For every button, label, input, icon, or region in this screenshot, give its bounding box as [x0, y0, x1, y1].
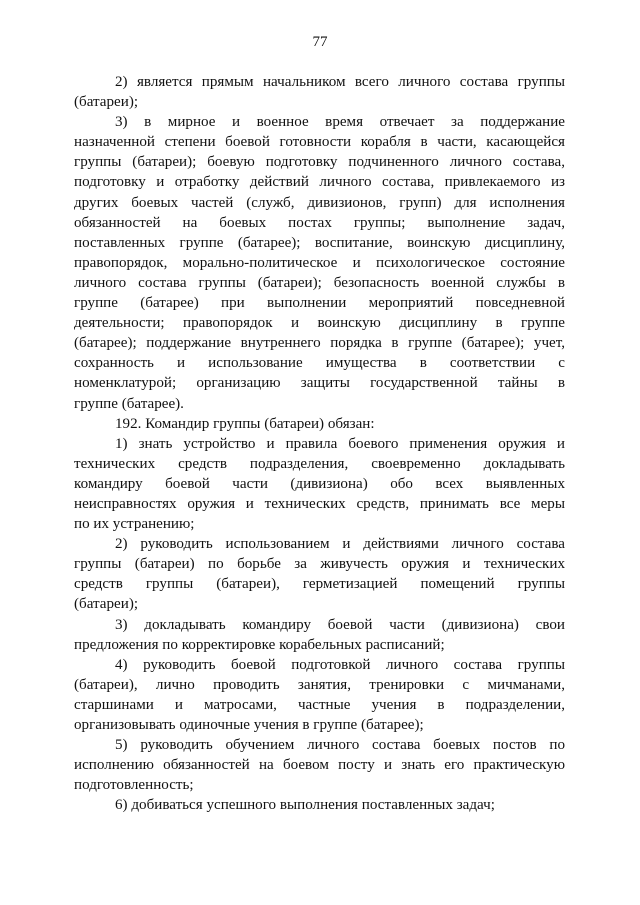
text-line: неисправностях оружия и технических средств, принимать все меры	[74, 495, 565, 512]
text-line: группе (батарее).	[74, 395, 184, 412]
text-line: 1) знать устройство и правила боевого применения оружия и	[115, 435, 565, 452]
document-body	[74, 72, 565, 815]
text-line: 4) руководить боевой подготовкой личного состава группы	[115, 656, 565, 673]
text-line: 5) руководить обучением личного состава боевых постов по	[115, 737, 565, 754]
text-line: (батареи);	[74, 596, 139, 613]
text-line: 3) докладывать командиру боевой части (дивизиона) свои	[115, 616, 565, 633]
text-line: деятельности; правопорядок и воинскую дисциплину в группе	[74, 315, 565, 332]
text-line: средств группы (батареи), герметизацией помещений группы	[74, 576, 565, 593]
text-line: (батареи), лично проводить занятия, тренировки с мичманами,	[74, 676, 565, 693]
text-line: других боевых частей (служб, дивизионов, групп) для исполнения	[74, 194, 565, 211]
text-line: 2) является прямым начальником всего личного состава группы	[115, 74, 565, 90]
text-line: командиру боевой части (дивизиона) обо всех выявленных	[74, 475, 565, 492]
text-line: сохранность и использование имущества в соответствии с	[74, 355, 565, 372]
text-line: 2) руководить использованием и действиями личного состава	[115, 536, 565, 553]
text-line: правопорядок, морально-политическое и психологическое состояние	[74, 254, 565, 271]
text-line: (батареи);	[74, 94, 139, 111]
text-line: назначенной степени боевой готовности корабля в части, касающейся	[74, 134, 565, 151]
text-line: предложения по корректировке корабельных расписаний;	[74, 636, 445, 653]
text-line: обязанностей на боевых постах группы; выполнение задач,	[74, 214, 565, 231]
text-line: группы (батареи); боевую подготовку подчиненного личного состава,	[74, 154, 565, 171]
text-line: технических средств подразделения, своевременно докладывать	[74, 455, 565, 472]
text-line: организовывать одиночные учения в группе (батарее);	[74, 717, 424, 733]
text-line: по их устранению;	[74, 516, 195, 533]
text-line: личного состава группы (батареи); безопасность военной службы в	[74, 274, 565, 291]
text-line: номенклатурой; организацию защиты государственной тайны в	[74, 375, 565, 392]
text-line: 3) в мирное и военное время отвечает за поддержание	[115, 114, 565, 131]
text-line: подготовку и отработку действий личного состава, привлекаемого из	[74, 174, 565, 191]
text-line: старшинами и матросами, частные учения в подразделении,	[74, 696, 565, 713]
text-line: исполнению обязанностей на боевом посту и знать его практическую	[74, 757, 565, 774]
text-line: группы (батареи) по борьбе за живучесть оружия и технических	[74, 556, 565, 573]
text-line: 192. Командир группы (батареи) обязан:	[115, 415, 375, 432]
text-line: 6) добиваться успешного выполнения поставленных задач;	[115, 797, 495, 814]
text-line: подготовленность;	[74, 777, 194, 794]
text-line: (батарее); поддержание внутреннего порядка в группе (батарее); учет,	[74, 335, 565, 352]
text-line: поставленных группе (батарее); воспитание, воинскую дисциплину,	[74, 234, 565, 251]
text-line: группе (батарее) при выполнении мероприятий повседневной	[74, 295, 565, 312]
page-number: 77	[312, 34, 328, 50]
